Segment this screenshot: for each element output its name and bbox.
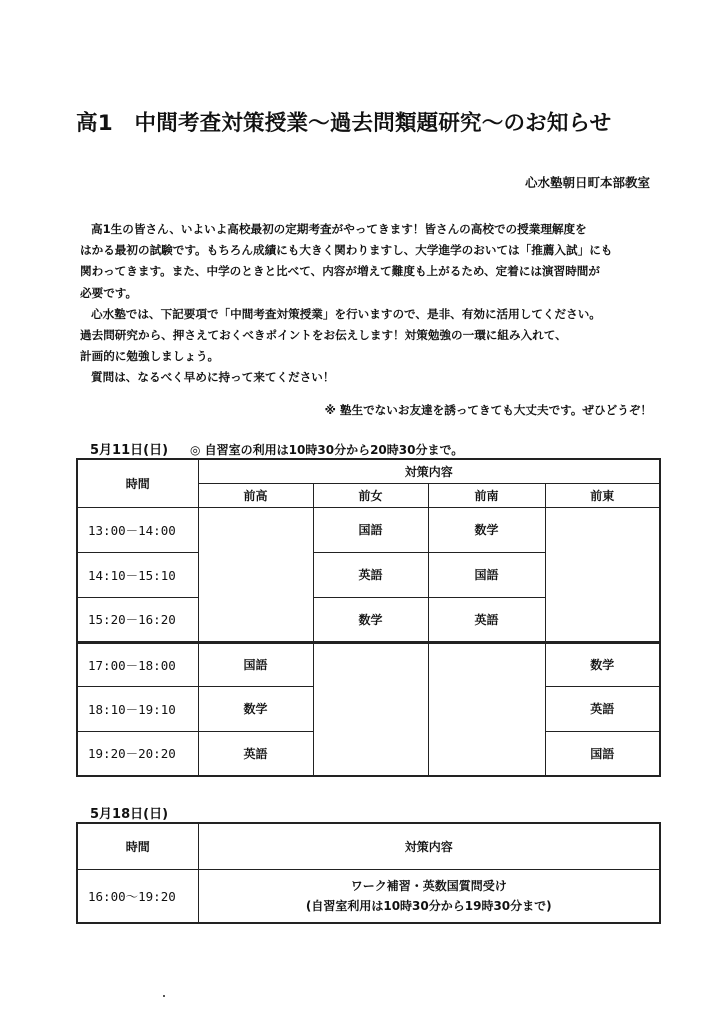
subject-cell: 数学: [545, 642, 660, 686]
school-name: 心水塾朝日町本部教室: [524, 175, 650, 190]
friends-note: ※ 塾生でないお友達を誘ってきても大丈夫です。ぜひどうぞ！: [324, 403, 652, 417]
subject-cell: 国語: [428, 552, 545, 597]
time-cell: 14:10－15:10: [77, 552, 198, 597]
subject-cell: 数学: [313, 597, 428, 642]
intro-line: 高1生の皆さん、いよいよ高校最初の定期考査がやってきます！皆さんの高校での授業理解度を: [91, 222, 587, 236]
empty-cell: [313, 642, 428, 776]
subject-cell: 英語: [313, 552, 428, 597]
intro-line: 必要です。: [80, 285, 138, 300]
time-cell: 16:00～19:20: [77, 869, 198, 923]
intro-text: [80, 219, 670, 389]
subject-cell: 数学: [428, 507, 545, 552]
time-cell: 18:10－19:10: [77, 686, 198, 731]
time-cell: 17:00－18:00: [77, 642, 198, 686]
day1-study-room-note: ◎ 自習室の利用は10時30分から20時30分まで。: [190, 443, 464, 457]
empty-cell: [428, 642, 545, 776]
school-header: 前南: [428, 483, 545, 507]
time-cell: 19:20－20:20: [77, 731, 198, 776]
subject-cell: 国語: [313, 507, 428, 552]
content-line: (自習室利用は10時30分から19時30分まで): [305, 898, 552, 913]
subject-cell: 英語: [198, 731, 313, 776]
time-cell: 15:20－16:20: [77, 597, 198, 642]
content-cell: [198, 869, 660, 923]
content-line: ワーク補習・英数国質問受け: [350, 878, 507, 893]
day1-schedule-table: [76, 458, 661, 777]
subject-cell: 数学: [198, 686, 313, 731]
time-cell: 13:00－14:00: [77, 507, 198, 552]
intro-line: 計画的に勉強しましょう。: [80, 349, 220, 364]
day1-header: [90, 439, 463, 458]
intro-line: はかる最初の試験です。もちろん成績にも大きく関わりますし、大学進学のおいては「推薦入試」にも: [80, 243, 613, 258]
subject-cell: 国語: [198, 642, 313, 686]
school-header: 前女: [313, 483, 428, 507]
day2-date: 5月18日(日): [90, 807, 169, 822]
intro-line: 関わってきます。また、中学のときと比べて、内容が増えて難度も上がるため、定着には演習時間が: [80, 264, 600, 279]
time-header: 時間: [77, 823, 198, 869]
content-header: 対策内容: [198, 459, 660, 483]
school-header: 前東: [545, 483, 660, 507]
time-header: 時間: [77, 459, 198, 507]
day2-schedule-table: [76, 822, 661, 924]
school-header: 前高: [198, 483, 313, 507]
empty-cell: [545, 507, 660, 642]
intro-line: 過去問研究から、押さえておくべきポイントをお伝えします！対策勉強の一環に組み入れて、: [80, 328, 567, 343]
day1-date: 5月11日(日): [90, 443, 169, 458]
empty-cell: [198, 507, 313, 642]
subject-cell: 英語: [428, 597, 545, 642]
day2-header: [90, 803, 168, 822]
subject-cell: 国語: [545, 731, 660, 776]
page-title: 高1 中間考査対策授業～過去問類題研究～のお知らせ: [76, 111, 612, 136]
intro-line: 質問は、なるべく早めに持って来てください！: [91, 370, 335, 385]
content-header: 対策内容: [198, 823, 660, 869]
subject-cell: 英語: [545, 686, 660, 731]
speck: [163, 995, 165, 997]
intro-line: 心水塾では、下記要項で「中間考査対策授業」を行いますので、是非、有効に活用してください。: [91, 306, 601, 321]
